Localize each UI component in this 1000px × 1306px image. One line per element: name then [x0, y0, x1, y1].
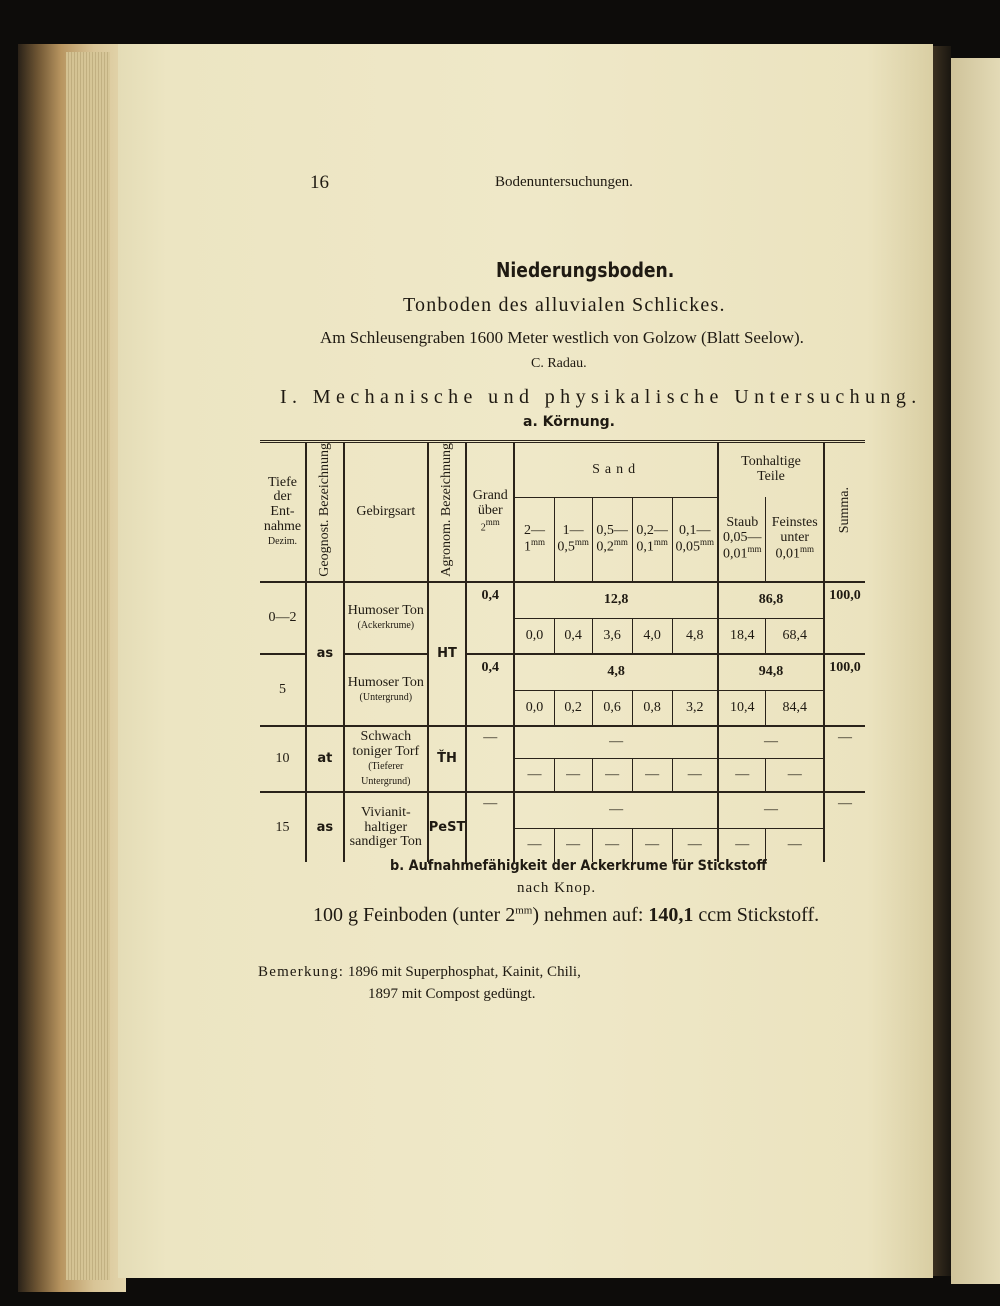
header-grand-1: Grand [472, 487, 508, 503]
table-row-2-sand-3: 0,6 [592, 690, 632, 726]
table-row-2-grand: 0,4 [466, 654, 514, 726]
header-geognost: Geognost. Bezeichnung [317, 443, 333, 577]
geognost-as: as [316, 646, 334, 662]
table-row-2-summa: 100,0 [824, 654, 865, 726]
result-text-1: 100 g Feinboden (unter 2 [313, 904, 516, 926]
table-row-3-detail: (Tieferer Untergrund) [361, 761, 411, 788]
agronom-ht: HT [437, 646, 457, 662]
header-tiefe-4: nahme [263, 518, 302, 534]
table-row-3-sand-total: — [514, 726, 718, 758]
header-staub-3: 0,01 [723, 547, 748, 563]
table-row-2-staub: 10,4 [718, 690, 766, 726]
section-b-method: nach Knop. [517, 880, 597, 896]
table-row-4-sand-total: — [514, 792, 718, 828]
header-feinstes-3: 0,01 [775, 547, 800, 563]
header-sand-col-5-a: 0,1— [679, 522, 711, 538]
header-feinstes-1: Feinstes [771, 515, 818, 530]
mm-unit: mm [799, 544, 814, 555]
header-sand-col-1-a: 2— [523, 522, 545, 538]
mm-unit: mm [574, 537, 589, 548]
header-tonhaltige-1: Tonhaltige [741, 454, 801, 470]
table-row-4-sand-2: — [554, 828, 592, 862]
table-row-1-detail: (Ackerkrume) [357, 620, 415, 632]
table-row-4-agronom: PeST [428, 819, 466, 835]
table-row-4-geognost: as [316, 819, 334, 835]
table-row-3-sand-4: — [632, 758, 672, 792]
table-row-3-summa: — [824, 726, 865, 792]
section-heading: I. Mechanische und physikalische Untersuchung. [280, 386, 922, 408]
table-row-3-sand-2: — [554, 758, 592, 792]
table-row-1-summa: 100,0 [824, 582, 865, 654]
table-row-3-agronom: ŤH [437, 751, 457, 767]
header-staub-2: 0,05— [723, 529, 762, 545]
page-title: Niederungsboden. [496, 258, 675, 282]
author: C. Radau. [531, 356, 587, 371]
header-sand-col-2-a: 1— [562, 522, 584, 538]
table-row-2-detail: (Untergrund) [359, 692, 413, 704]
table-row-1-sand-4: 4,0 [632, 618, 672, 654]
table-row-3-staub: — [718, 758, 766, 792]
table-row-1-gebirgsart: Humoser Ton [347, 602, 424, 618]
section-b-heading: b. Aufnahmefähigkeit der Ackerkrume für Stickstoff [390, 858, 767, 874]
header-sand-col-1-b: 1 [523, 539, 531, 555]
grain-size-table [260, 440, 865, 862]
header-sand-col-3-b: 0,2 [596, 539, 614, 555]
mm-unit: mm [700, 537, 715, 548]
table-row-2-gebirgsart: Humoser Ton [347, 674, 424, 690]
header-tonhaltige-2: Teile [757, 469, 785, 485]
table-row-1-feinstes: 68,4 [766, 618, 824, 654]
table-row-2-sand-total: 4,8 [514, 654, 718, 690]
table-row-2-tiefe: 5 [278, 682, 286, 698]
table-row-4-gebirgsart: Vivianit- haltiger sandiger Ton [344, 792, 428, 862]
table-row-1-sand-2: 0,4 [554, 618, 592, 654]
header-staub-1: Staub [726, 515, 759, 530]
table-row-1-sand-5: 4,8 [672, 618, 718, 654]
header-summa: Summa. [837, 486, 853, 534]
result-value: 140,1 [648, 904, 694, 926]
table-row-2-sand-4: 0,8 [632, 690, 672, 726]
table-row-1-sand-1: 0,0 [514, 618, 554, 654]
table-row-4-sand-4: — [632, 828, 672, 862]
header-tiefe-unit: Dezim. [267, 536, 298, 548]
mm-unit: mm [613, 537, 628, 548]
page-stack [66, 52, 110, 1280]
table-row-4-staub: — [718, 828, 766, 862]
table-row-1-sand-3: 3,6 [592, 618, 632, 654]
mm-unit: mm [530, 537, 545, 548]
header-grand-3: 2 [480, 522, 486, 534]
result-text-2: ) nehmen auf: [532, 904, 649, 926]
table-row-3-tiefe: 10 [275, 751, 290, 767]
page-number: 16 [310, 172, 329, 193]
table-row-3-sand-1: — [514, 758, 554, 792]
header-gebirgsart: Gebirgsart [356, 503, 416, 519]
header-agronom: Agronom. Bezeichnung [439, 443, 455, 577]
remark-line-2: 1897 mit Compost gedüngt. [368, 986, 536, 1002]
book-gutter [933, 46, 951, 1276]
table-row-2-ton-total: 94,8 [718, 654, 824, 690]
table-row-3-ton-total: — [718, 726, 824, 758]
mm-unit: mm [747, 544, 762, 555]
header-grand-2: über [477, 502, 503, 518]
table-row-4-sand-5: — [672, 828, 718, 862]
table-row-2-sand-2: 0,2 [554, 690, 592, 726]
header-sand: Sand [592, 461, 641, 477]
subtitle: Tonboden des alluvialen Schlickes. [403, 294, 726, 316]
header-sand-col-3-a: 0,5— [596, 522, 628, 538]
header-sand-col-5-b: 0,05 [675, 539, 701, 555]
table-row-1-ton-total: 86,8 [718, 582, 824, 618]
running-title: Bodenuntersuchungen. [495, 174, 633, 190]
header-tiefe-1: Tiefe [267, 474, 297, 490]
table-row-3-sand-5: — [672, 758, 718, 792]
table-row-4-ton-total: — [718, 792, 824, 828]
table-row-4-tiefe: 15 [275, 819, 290, 835]
table-row-2-sand-5: 3,2 [672, 690, 718, 726]
table-row-2-feinstes: 84,4 [766, 690, 824, 726]
remark-text-1: 1896 mit Superphosphat, Kainit, Chili, [347, 964, 581, 980]
table-row-3-gebirgsart: Schwach toniger Torf [352, 729, 420, 759]
header-tiefe-3: Ent- [270, 503, 295, 519]
section-b-result [313, 904, 819, 927]
subsection-heading: a. Körnung. [523, 414, 616, 430]
table-row-3-sand-3: — [592, 758, 632, 792]
remark-label: Bemerkung: [258, 964, 345, 980]
table-row-4-feinstes: — [766, 828, 824, 862]
table-row-4-grand: — [466, 792, 514, 862]
table-row-3-feinstes: — [766, 758, 824, 792]
table-row-4-summa: — [824, 792, 865, 862]
header-sand-col-2-b: 0,5 [557, 539, 575, 555]
table-row-1-sand-total: 12,8 [514, 582, 718, 618]
location-line: Am Schleusengraben 1600 Meter westlich von Golzow (Blatt Seelow). [320, 328, 804, 347]
result-unit: mm [515, 904, 533, 917]
result-text-3: ccm Stickstoff. [693, 904, 820, 926]
mm-unit: mm [653, 537, 668, 548]
table-row-3-geognost: at [317, 751, 333, 767]
facing-page [951, 58, 1000, 1284]
table-row-3-grand: — [466, 726, 514, 792]
header-sand-col-4-a: 0,2— [636, 522, 668, 538]
header-feinstes-2: unter [780, 529, 810, 545]
header-tiefe-2: der [273, 489, 292, 505]
header-sand-col-4-b: 0,1 [636, 539, 654, 555]
remark-line-1 [258, 964, 581, 981]
table-row-4-sand-1: — [514, 828, 554, 862]
table-row-1-staub: 18,4 [718, 618, 766, 654]
header-grand-unit: mm [485, 517, 500, 528]
table-row-1-tiefe: 0—2 [268, 610, 297, 626]
table-row-2-sand-1: 0,0 [514, 690, 554, 726]
table-row-1-grand: 0,4 [466, 582, 514, 654]
table-row-4-sand-3: — [592, 828, 632, 862]
